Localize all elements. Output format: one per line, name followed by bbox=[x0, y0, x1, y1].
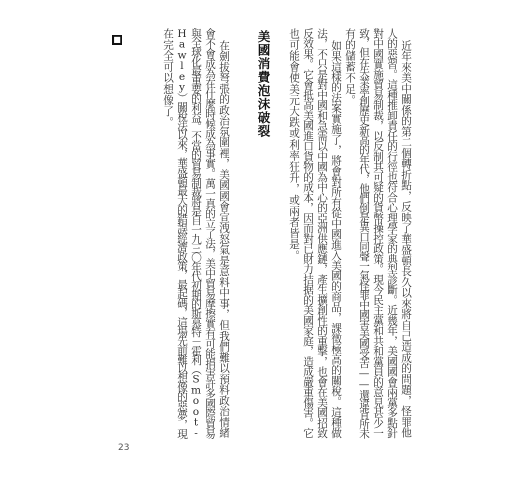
paragraph-1-line-1: 近年來美中關係的第二個轉折點，反映了華盛頓長久以來將自己造成的問題，怪罪他 bbox=[400, 40, 412, 438]
paragraph-3-line-1: 在劍拔弩張的政治氛圍裡，美國國會宣洩怒氣是意料中事，但我們難以預料政治情緒 bbox=[218, 40, 230, 438]
paragraph-1-line-2: 人的惡習。這種推卸責任的行徑也符合心理學家的典型診斷。近幾年，美國國會兩黨多點針 bbox=[386, 28, 398, 438]
section-heading: 美國消費泡沫破裂 bbox=[256, 30, 271, 138]
paragraph-2-line-4: 也可能會使美元大跌或利率狂升，或兩者皆是。 bbox=[288, 28, 300, 262]
paragraph-3-line-2: 會不會成為在什麼時候成為事實。萬一真的立了法，美中貿易摩擦實有可能捐害許多國際貿易 bbox=[204, 28, 216, 438]
page-number: 23 bbox=[118, 443, 130, 453]
paragraph-1-line-5: 有的儲蓄不足。 bbox=[344, 28, 356, 106]
paragraph-2-line-3: 反效果。它會抵高美國進口貨物的成本，因而對已財力拮据的美國家庭，造成嚴重傷害。它 bbox=[302, 28, 314, 438]
paragraph-2-line-2: 法，不只是對中國和急需以中國為中心的亞洲供應鏈，產生擴創性的重擊，也會在美國招致 bbox=[316, 28, 328, 438]
paragraph-3-line-3: 與全球化最重要的利益。不當的貿易制裁將是自一九三〇年代初期的斯慕特－霍利（Smoot- bbox=[190, 28, 202, 438]
paragraph-3-line-4: Hawley）關稅法以來，華盛頓最大的錯誤經濟政策，最起碼，這場先前難以想像的惡夢，現 bbox=[176, 28, 188, 438]
paragraph-1-line-4: 致，但在失業率創歷史新高的年代，他們倒是異口同聲一氣怪罪中國害美國受苦——還違背所未 bbox=[358, 28, 370, 438]
page-marker: ■ bbox=[113, 35, 121, 44]
paragraph-1-line-3: 對中國實施貿易制裁，以反制其可疑的貨幣操控政策。現今民主黨和共和黨員的意見甚少一 bbox=[372, 28, 384, 438]
paragraph-2-line-1: 如果這樣的法案實施了，將會對所有從中國進入美國的商品，課徵極高的關稅。這種做 bbox=[330, 40, 342, 438]
paragraph-3-line-5: 在完全可以想像了。 bbox=[162, 28, 174, 128]
